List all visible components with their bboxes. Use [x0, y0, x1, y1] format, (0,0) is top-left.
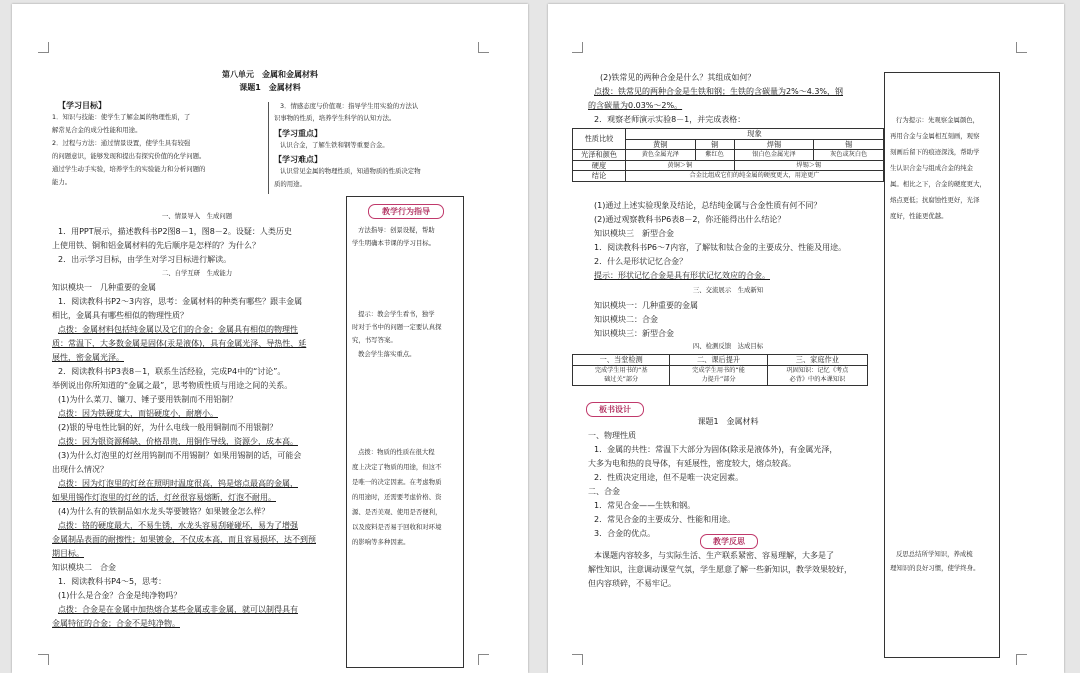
table-cell: 紫红色 [695, 150, 734, 161]
section-2-heading: 二、自学互研 生成能力 [161, 269, 233, 277]
board-line: 二、合金 [588, 487, 620, 496]
text-line: 1．阅读教科书P4～5，思考： [58, 577, 167, 586]
section-1-heading: 一、情景导入 生成问题 [161, 212, 233, 220]
text-line: 1．阅读教科书P2～3内容，思考：金属材料的种类有哪些？跟丰金属 [58, 297, 303, 306]
answer-line: 金属制品表面的耐擦性；如果镀金，不仅成本高，而且容易损坏，达不到预 [52, 535, 316, 544]
difficulty-title: 【学习难点】 [274, 155, 322, 164]
goals-left-1: 解常见合金的成分性能和用途。 [52, 126, 142, 134]
table-row-label: 光泽和颜色 [573, 150, 626, 161]
crop-mark [478, 654, 489, 665]
board-title: 课题1 金属材料 [697, 417, 759, 426]
goals-left-5: 能力。 [52, 178, 72, 186]
table-cell: 银白色金属光泽 [734, 150, 814, 161]
column-divider [268, 102, 269, 194]
side-note-2-2: 究，书写答案。 [352, 336, 397, 344]
difficulty-text-0: 认识常见金属的物理性质，知道物质的性质决定物 [280, 167, 421, 175]
answer-line: 点拨：铬的硬度最大，不易生锈，水龙头容易刮碰碰坏，易为了增强 [58, 521, 298, 530]
table-cell: 黄铜＞铜 [626, 160, 735, 171]
side-note-2-0: 反思总结所学知识，养成梳 [896, 550, 973, 558]
answer-line: 如果用锡作灯泡里的灯丝的话，灯丝很容易熔断，灯泡不耐用。 [52, 493, 276, 502]
side-note-1-5: 熔点更低；抗腐蚀性更好，光泽 [890, 196, 980, 204]
key-text: 认识合金，了解生铁和钢等重要合金。 [280, 141, 389, 149]
table-header-cell: 三、家庭作业 [767, 355, 867, 366]
section-3-heading: 三、交流展示 生成新知 [692, 286, 764, 294]
table-cell: 巩固知识：记忆《考点 必背》中的本课知识 [767, 365, 867, 385]
module-1-title: 知识模块一 几种重要的金属 [52, 283, 156, 292]
side-note-3-5: 以及废料是否易于回收和对环境 [352, 523, 442, 531]
key-title: 【学习重点】 [274, 129, 322, 138]
side-note-3-1: 度上决定了物质的用途，但这不 [352, 463, 442, 471]
goals-right-1: 识事物的性质，培养学生科学的认知方法。 [274, 114, 396, 122]
answer-line: 金属特征的合金；合金不是纯净物。 [52, 619, 180, 628]
table-cell: 焊锡＞锡 [734, 160, 883, 171]
board-line: 3．合金的优点。 [594, 529, 656, 538]
goals-right-0: 3．情感态度与价值观：指导学生用实验的方法认 [280, 102, 419, 110]
answer-line: 点拨：因为铁硬度大，而铝硬度小，耐磨小。 [58, 409, 218, 418]
table-cell: 完成学生用书的“能 力提升”部分 [670, 365, 767, 385]
table-header-cell: 铜 [695, 139, 734, 150]
board-line: 1．常见合金——生铁和钢。 [594, 501, 696, 510]
goals-left-2: 2．过程与方法：通过情景设置，使学生具有较强 [52, 139, 191, 147]
teaching-guide-label: 教学行为指导 [368, 204, 444, 219]
side-note-2-1: 时对于书中的问题一定要认真探 [352, 323, 442, 331]
text-line: (4)为什么有的铁制品如水龙头等要镀铬？如果镀金怎么样？ [58, 507, 270, 516]
lesson-title: 课题1 金属材料 [239, 83, 301, 92]
table-row-label: 结论 [573, 171, 626, 182]
module-3-title: 知识模块三 新型合金 [594, 229, 674, 238]
table-cell: 黄色金属光泽 [626, 150, 696, 161]
reflection-line: 解性知识，注意调动课堂气氛，学生愿意了解一些新知识，教学效果较好， [588, 565, 852, 574]
table-header-cell: 性质比较 [573, 129, 626, 150]
crop-mark [572, 654, 583, 665]
summary-line: 知识模块二：合金 [594, 315, 658, 324]
side-note-2-3: 教会学生落实重点。 [358, 350, 416, 358]
goals-left-0: 1．知识与技能：使学生了解金属的物理性质，了 [52, 113, 191, 121]
assignment-table [572, 354, 868, 386]
side-note-3-6: 的影响等多种因素。 [352, 538, 410, 546]
table-header-cell: 黄铜 [626, 139, 696, 150]
text-line: (1)什么是合金？合金是纯净物吗？ [58, 591, 182, 600]
text-line: (1)为什么菜刀、镰刀、锤子要用铁制而不用铝制？ [58, 395, 238, 404]
side-note-1-2: 刻画后留下的痕迹深浅，帮助学 [890, 148, 980, 156]
summary-line: 知识模块一：几种重要的金属 [594, 301, 698, 310]
text-line: 出现什么情况？ [52, 465, 108, 474]
answer-line: 点拨：金属材料包括纯金属以及它们的合金；金属具有相似的物理性 [58, 325, 298, 334]
board-line: 一、物理性质 [588, 431, 636, 440]
text-line: 1．阅读教科书P6～7内容，了解钛和钛合金的主要成分、性能及用途。 [594, 243, 847, 252]
table-header-cell: 二、课后提升 [670, 355, 767, 366]
side-note-1-1: 再用合金与金属相互刻画，观察 [890, 132, 980, 140]
side-note-3-4: 源、是否美观、使用是否便利， [352, 508, 442, 516]
crop-mark [38, 42, 49, 53]
text-line: (3)为什么灯泡里的灯丝用钨制而不用锡制？如果用锡制的话，可能会 [58, 451, 302, 460]
answer-line: 点拨：合金是在金属中加热熔合某些金属或非金属，就可以制得具有 [58, 605, 298, 614]
table-header-cell: 一、当堂检测 [573, 355, 670, 366]
answer-line: 展性，密金属光泽。 [52, 353, 124, 362]
side-note-2-1: 理知识的良好习惯，使学终身。 [890, 564, 980, 572]
text-line: 1．用PPT展示，描述教科书P2图8－1，图8－2。设疑：人类历史 [58, 227, 292, 236]
table-header-cell: 现象 [626, 129, 884, 140]
table-cell: 完成学生用书的“基 础过关”部分 [573, 365, 670, 385]
text-line: (2)通过观察教科书P6表8－2，你还能得出什么结论？ [594, 215, 786, 224]
crop-mark [1016, 654, 1027, 665]
text-line: (2)铁常见的两种合金是什么？其组成如何？ [600, 73, 756, 82]
table-row-label: 硬度 [573, 160, 626, 171]
side-note-1-6: 度好，性能更优越。 [890, 212, 948, 220]
document-page-left [12, 4, 528, 673]
table-header-cell: 锡 [814, 139, 884, 150]
answer-line: 点拨：因为灯泡里的灯丝在照明时温度很高，钨是熔点最高的金属， [58, 479, 298, 488]
text-line: 相比，金属具有哪些相似的物理性质？ [52, 311, 188, 320]
crop-mark [572, 42, 583, 53]
side-note-3-3: 的用途时，还需要考虑价格、资 [352, 493, 442, 501]
table-cell: 合金比组成它们的纯金属的硬度更大，用途更广 [626, 171, 884, 182]
crop-mark [38, 654, 49, 665]
answer-line: 提示：形状记忆合金是具有形状记忆效应的合金。 [594, 271, 770, 280]
reflection-label: 教学反思 [700, 534, 758, 549]
text-line: 2．阅读教科书P3表8－1，联系生活经验，完成P4中的“讨论”。 [58, 367, 286, 376]
table-cell: 灰色或灰白色 [814, 150, 884, 161]
answer-line: 期目标。 [52, 549, 84, 558]
text-line: (1)通过上述实验现象及结论，总结纯金属与合金性质有何不同？ [594, 201, 822, 210]
board-line: 大多为电和热的良导体，有延展性，密度较大，熔点较高。 [588, 459, 796, 468]
side-note-1-3: 生认识合金与组成合金的纯金 [890, 164, 974, 172]
side-note-1-4: 属。相比之下，合金的硬度更大， [890, 180, 986, 188]
difficulty-text-1: 质的用途。 [274, 180, 306, 188]
side-note-3-2: 是唯一的决定因素。在考虑物质 [352, 478, 442, 486]
goals-left-4: 通过学生动手实验，培养学生的实验能力和分析问题的 [52, 165, 206, 173]
board-line: 1．金属的共性：常温下大部分为固体(除汞是液体外)，有金属光泽， [594, 445, 838, 454]
answer-line: 点拨：因为银资源稀缺、价格昂贵，用铜作导线，资源少，成本高。 [58, 437, 298, 446]
summary-line: 知识模块三：新型合金 [594, 329, 674, 338]
answer-line: 质：常温下，大多数金属是固体(汞是液体)，具有金属光泽、导热性、延 [52, 339, 307, 348]
text-line: 2．什么是形状记忆合金？ [594, 257, 688, 266]
reflection-line: 本课题内容较多，与实际生活、生产联系紧密、容易理解，大多是了 [594, 551, 834, 560]
text-line: 举例说出你所知道的“金属之最”，思考物质性质与用途之间的关系。 [52, 381, 293, 390]
goals-left-3: 的问题意识，能够发现和提出有探究价值的化学问题。 [52, 152, 206, 160]
board-line: 2．性质决定用途，但不是唯一决定因素。 [594, 473, 744, 482]
answer-line: 的含碳量为0.03%～2%。 [588, 101, 683, 110]
experiment-table [572, 128, 884, 182]
board-design-label: 板书设计 [586, 402, 644, 417]
teaching-guide-box [346, 196, 464, 668]
text-line: 2．观察老师演示实验8－1，并完成表格： [594, 115, 746, 124]
crop-mark [1016, 42, 1027, 53]
text-line: 2．出示学习目标，由学生对学习目标进行解读。 [58, 255, 232, 264]
side-note-1-0: 方法指导：创景设疑，帮助 [358, 226, 435, 234]
reflection-line: 但内容琐碎，不易牢记。 [588, 579, 676, 588]
text-line: 上使用铁、铜和铝金属材料的先后顺序是怎样的？为什么？ [52, 241, 260, 250]
side-note-2-0: 提示：教会学生看书，独学 [358, 310, 435, 318]
board-line: 2．常见合金的主要成分、性能和用途。 [594, 515, 736, 524]
goals-title: 【学习目标】 [58, 101, 106, 110]
text-line: (2)银的导电性比铜的好，为什么电线一般用铜制而不用银制？ [58, 423, 278, 432]
crop-mark [478, 42, 489, 53]
side-note-1-0: 行为提示：先观察金属颜色， [896, 116, 980, 124]
document-page-right [548, 4, 1064, 673]
side-note-3-0: 点拨：物质的性质在很大程 [358, 448, 435, 456]
table-header-cell: 焊锡 [734, 139, 814, 150]
section-4-heading: 四、检测反馈 达成目标 [692, 342, 764, 350]
module-2-title: 知识模块二 合金 [52, 563, 116, 572]
unit-title: 第八单元 金属和金属材料 [222, 70, 318, 79]
side-note-1-1: 学生明确本节课的学习目标。 [352, 239, 436, 247]
answer-line: 点拨：铁常见的两种合金是生铁和钢；生铁的含碳量为2%～4.3%，钢 [594, 87, 844, 96]
